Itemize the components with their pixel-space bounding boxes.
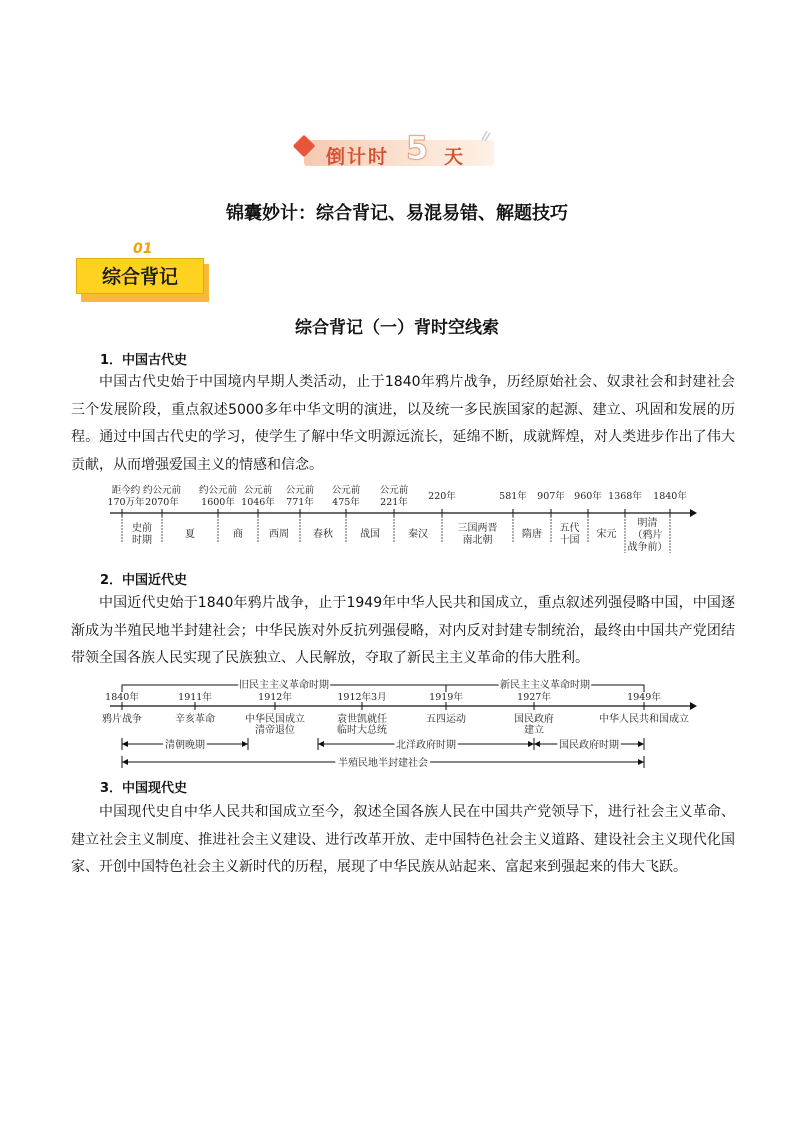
timeline-date: 960年: [574, 491, 602, 502]
timeline-date: 约公元前 2070年: [142, 485, 182, 508]
timeline-event: 辛亥革命: [175, 714, 215, 725]
bracket-new-democratic: [446, 685, 644, 692]
timeline-date: 1840年: [653, 491, 687, 502]
timeline-period: 明清（鸦片战争前）: [627, 518, 668, 553]
timeline-date: 公元前 1046年: [241, 485, 275, 508]
timeline-date: 公元前 221年: [379, 485, 409, 508]
timeline-period: 史前时期: [132, 523, 152, 546]
timeline-period: 五代十国: [559, 523, 580, 546]
bracket-old-democratic: [122, 685, 446, 692]
timeline-event: 中华民国成立清帝退位: [245, 714, 305, 736]
timeline-date: 1927年: [517, 692, 551, 703]
timeline-period: 商: [233, 529, 243, 540]
axis-arrow-icon: [690, 509, 697, 517]
timeline-event: 国民政府建立: [514, 714, 554, 736]
bracket-label: 新民主主义革命时期: [500, 680, 590, 691]
axis-arrow-icon: [690, 702, 697, 710]
page-title: 锦囊妙计：综合背记、易混易错、解题技巧: [226, 203, 568, 224]
timeline-period: 战国: [360, 529, 380, 540]
timeline-date: 220年: [428, 491, 456, 502]
timeline-date: 1949年: [627, 692, 661, 703]
section-badge: [76, 258, 210, 302]
paragraph-ancient-history: 中国古代史始于中国境内早期人类活动，止于1840年鸦片战争，历经原始社会、奴隶社会和封建社会三个发展阶段，重点叙述5000多年中华文明的演进，以及统一多民族国家的起源、建立、巩固和发展的历程。通过中国古代史的学习，使学生了解中华文明源远流长，延绵不断，成就辉煌，对人类进步作出了伟大贡献，从而增强爱国主义的情感和信念。: [71, 374, 735, 473]
timeline-period: 三国两晋南北朝: [457, 523, 498, 546]
timeline-period: 春秋: [313, 529, 333, 540]
timeline-date: 1368年: [608, 491, 642, 502]
timeline-date: 1911年: [178, 692, 212, 703]
banner-number: 5: [406, 129, 429, 167]
timeline-date: 公元前 475年: [331, 485, 361, 508]
timeline-date: 距今约 170万年: [107, 485, 145, 508]
timeline-date: 907年: [537, 491, 565, 502]
period-late-qing: 清朝晚期: [165, 740, 205, 751]
sparkle-icon: [480, 128, 492, 142]
paragraph-modern-history: 中国近代史始于1840年鸦片战争，止于1949年中华人民共和国成立，重点叙述列强侵略中国，中国逐渐成为半殖民地半封建社会；中华民族对外反抗列强侵略，对内反对封建专制统治，最终由中国共产党团结带领全国各族人民实现了民族独立、人民解放，夺取了新民主主义革命的伟大胜利。: [71, 595, 735, 666]
timeline-period: 西周: [269, 529, 289, 540]
timeline-event: 鸦片战争: [102, 714, 142, 725]
timeline-period: 秦汉: [408, 529, 428, 540]
timeline-date: 公元前 771年: [285, 485, 315, 508]
countdown-banner: [296, 128, 500, 174]
banner-unit: 天: [444, 146, 464, 168]
timeline-event: 中华人民共和国成立: [599, 714, 689, 725]
timeline-period: 隋唐: [522, 529, 542, 540]
bracket-label: 旧民主主义革命时期: [239, 680, 329, 691]
period-nationalist: 国民政府时期: [559, 740, 619, 751]
timeline-event: 五四运动: [426, 714, 466, 725]
timeline-period: 宋元: [596, 529, 617, 540]
section-subtitle: 综合背记（一）背时空线索: [295, 318, 499, 338]
timeline-date: 1840年: [105, 692, 139, 703]
timeline-date: 约公元前 1600年: [198, 485, 238, 508]
timeline-date: 1912年3月: [337, 692, 387, 703]
timeline-period: 夏: [185, 529, 195, 540]
paragraph-contemporary-history: 中国现代史自中华人民共和国成立至今，叙述全国各族人民在中国共产党领导下，进行社会主义革命、建立社会主义制度、推进社会主义建设、进行改革开放、走中国特色社会主义道路、建设社会主义现代化国家、开创中国特色社会主义新时代的历程，展现了中华民族从站起来、富起来到强起来的伟大飞跃。: [71, 804, 735, 875]
heading-contemporary-history: 3．中国现代史: [100, 781, 188, 796]
period-semi-colonial: 半殖民地半封建社会: [338, 758, 428, 769]
section-number: 01: [133, 241, 153, 257]
heading-ancient-history: 1．中国古代史: [100, 353, 188, 368]
banner-text: 倒计时: [326, 146, 390, 168]
timeline-date: 581年: [499, 491, 527, 502]
section-label: 综合背记: [101, 266, 178, 288]
heading-modern-history: 2．中国近代史: [100, 573, 188, 588]
period-beiyang: 北洋政府时期: [396, 740, 456, 751]
timeline-event: 袁世凯就任临时大总统: [337, 714, 387, 736]
timeline-date: 1919年: [429, 692, 463, 703]
timeline-date: 1912年: [258, 692, 292, 703]
